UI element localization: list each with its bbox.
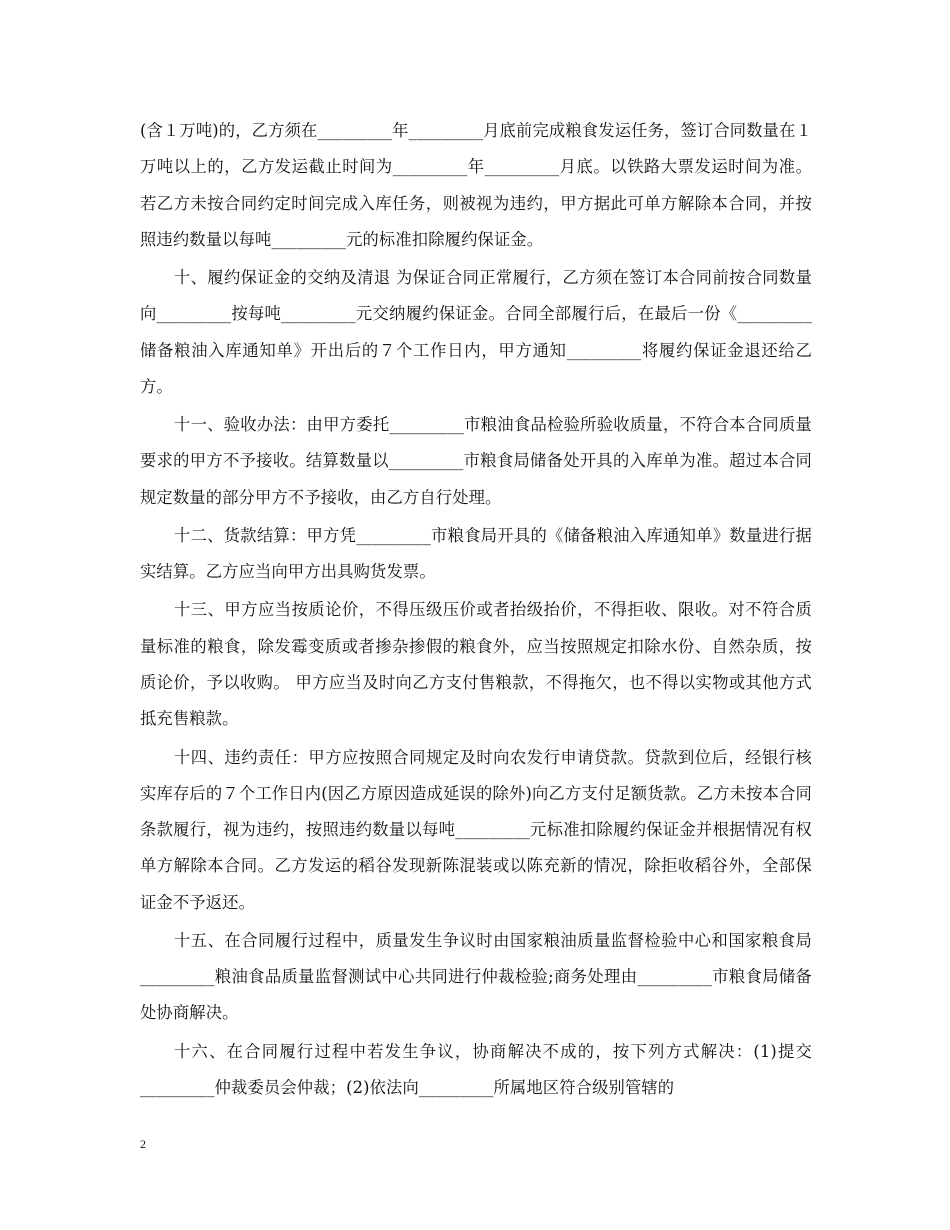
paragraph-clause-14-liability: 十四、违约责任：甲方应按照合同规定及时向农发行申请贷款。贷款到位后，经银行核实库存后的７个工作日内(因乙方原因造成延误的除外)向乙方支付足额货款。乙方未按本合同条款履行，视为违约，按照违约数量以每吨_________元标准扣除履约保证金并根据情况有权单方解除本合同。乙方发运的稻谷发现新陈混装或以陈充新的情况，除拒收稻谷外，全部保证金不予返还。 [140, 747, 812, 912]
paragraph-clause-15-disputes-quality: 十五、在合同履行过程中，质量发生争议时由国家粮油质量监督检验中心和国家粮食局_________粮油食品质量监督测试中心共同进行仲裁检验;商务处理由_________市粮食局储备处协商解决。 [140, 930, 812, 1023]
paragraph-clause-12-settlement: 十二、货款结算：甲方凭_________市粮食局开具的《储备粮油入库通知单》数量进行据实结算。乙方应当向甲方出具购货发票。 [140, 525, 812, 582]
document-body [140, 113, 812, 1108]
paragraph-clause-11-inspection: 十一、验收办法：由甲方委托_________市粮油食品检验所验收质量，不符合本合同质量要求的甲方不予接收。结算数量以_________市粮食局储备处开具的入库单为准。超过本合同规定数量的部分甲方不予接收，由乙方自行处理。 [140, 415, 812, 507]
paragraph-continuation: (含１万吨)的，乙方须在_________年_________月底前完成粮食发运任务，签订合同数量在１万吨以上的，乙方发运截止时间为_________年_________月底。以铁路大票发运时间为准。 若乙方未按合同约定时间完成入库任务，则被视为违约，甲方据此可单方解除本合同，并按照违约数量以每吨_________元的标准扣除履约保证金。 [140, 121, 812, 249]
page-number: 2 [140, 1137, 146, 1151]
paragraph-clause-16-disputes: 十六、在合同履行过程中若发生争议，协商解决不成的，按下列方式解决：(1)提交_________仲裁委员会仲裁；(2)依法向_________所属地区符合级别管辖的 [140, 1041, 812, 1097]
paragraph-clause-10-deposit: 十、履约保证金的交纳及清退 为保证合同正常履行，乙方须在签订本合同前按合同数量向_________按每吨_________元交纳履约保证金。合同全部履行后，在最后一份《_________储备粮油入库通知单》开出后的７个工作日内，甲方通知_________将履约保证金退还给乙方。 [140, 268, 812, 396]
paragraph-clause-13-pricing: 十三、甲方应当按质论价，不得压级压价或者抬级抬价，不得拒收、限收。对不符合质量标准的粮食，除发霉变质或者掺杂掺假的粮食外，应当按照规定扣除水份、自然杂质，按质论价，予以收购。 甲方应当及时向乙方支付售粮款，不得拖欠，也不得以实物或其他方式抵充售粮款。 [140, 600, 812, 729]
